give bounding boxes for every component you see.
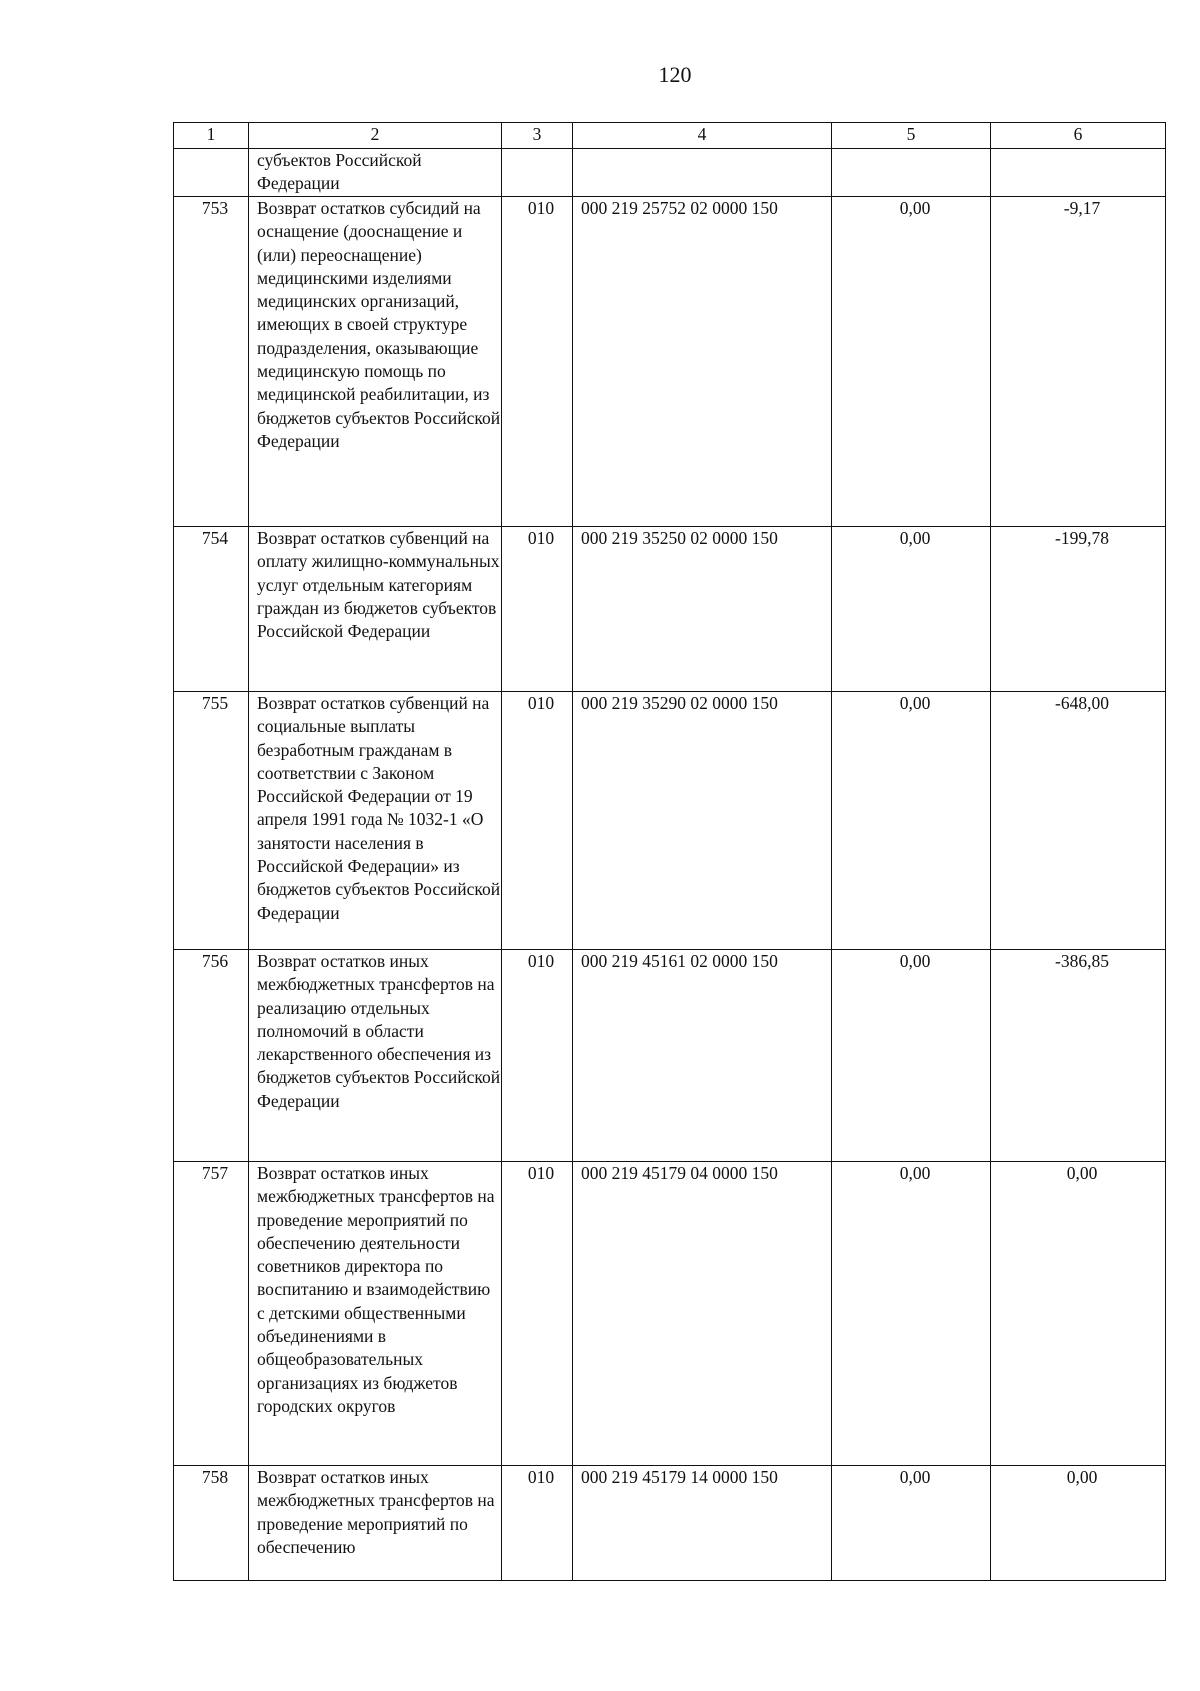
header-cell: 6 <box>991 123 1166 149</box>
cell-description: Возврат остатков иных межбюджетных трансфертов на проведение мероприятий по обеспечению <box>249 1466 502 1581</box>
cell-col5: 0,00 <box>832 1162 991 1466</box>
cell-num: 755 <box>174 692 249 950</box>
cell-col6: -9,17 <box>991 197 1166 527</box>
table-row <box>174 692 1166 950</box>
header-cell: 3 <box>502 123 573 149</box>
cell-num: 758 <box>174 1466 249 1581</box>
cell-num: 757 <box>174 1162 249 1466</box>
cell-description: Возврат остатков субсидий на оснащение (дооснащение и (или) переоснащение) медицинскими изделиями медицинских организаций, имеющих в своей структуре подразделения, оказывающие медицинскую помощь по медицинской реабилитации, из бюджетов субъектов Российской Федерации <box>249 197 502 527</box>
cell-kbk: 000 219 45179 14 0000 150 <box>573 1466 832 1581</box>
continuation-row <box>174 149 1166 197</box>
cell-code <box>502 149 573 197</box>
cell-code: 010 <box>502 197 573 527</box>
table-row <box>174 197 1166 527</box>
cell-description: Возврат остатков иных межбюджетных трансфертов на проведение мероприятий по обеспечению деятельности советников директора по воспитанию и взаимодействию с детскими общественными объединениями в общеобразовательных организациях из бюджетов городских округов <box>249 1162 502 1466</box>
cell-kbk <box>573 149 832 197</box>
cell-num: 754 <box>174 527 249 692</box>
cell-code: 010 <box>502 1162 573 1466</box>
table-row <box>174 1162 1166 1466</box>
header-cell: 2 <box>249 123 502 149</box>
cell-col6: 0,00 <box>991 1162 1166 1466</box>
cell-kbk: 000 219 45161 02 0000 150 <box>573 950 832 1162</box>
page-number: 120 <box>658 62 692 87</box>
cell-kbk: 000 219 25752 02 0000 150 <box>573 197 832 527</box>
cell-col5: 0,00 <box>832 950 991 1162</box>
cell-col6: -648,00 <box>991 692 1166 950</box>
cell-kbk: 000 219 35250 02 0000 150 <box>573 527 832 692</box>
cell-num: 753 <box>174 197 249 527</box>
header-cell: 5 <box>832 123 991 149</box>
cell-code: 010 <box>502 527 573 692</box>
cell-col5: 0,00 <box>832 197 991 527</box>
cell-description: Возврат остатков субвенций на оплату жилищно-коммунальных услуг отдельным категориям граждан из бюджетов субъектов Российской Федерации <box>249 527 502 692</box>
cell-description: субъектов Российской Федерации <box>249 149 502 197</box>
cell-col5: 0,00 <box>832 1466 991 1581</box>
table-row <box>174 527 1166 692</box>
cell-code: 010 <box>502 692 573 950</box>
cell-description: Возврат остатков иных межбюджетных трансфертов на реализацию отдельных полномочий в области лекарственного обеспечения из бюджетов субъектов Российской Федерации <box>249 950 502 1162</box>
budget-table <box>173 122 1166 1581</box>
cell-kbk: 000 219 45179 04 0000 150 <box>573 1162 832 1466</box>
cell-num: 756 <box>174 950 249 1162</box>
cell-description: Возврат остатков субвенций на социальные выплаты безработным гражданам в соответствии с Законом Российской Федерации от 19 апреля 1991 года № 1032-1 «О занятости населения в Российской Федерации» из бюджетов субъектов Российской Федерации <box>249 692 502 950</box>
cell-col5: 0,00 <box>832 527 991 692</box>
header-cell: 4 <box>573 123 832 149</box>
cell-num <box>174 149 249 197</box>
header-row <box>174 123 1166 149</box>
table-row <box>174 1466 1166 1581</box>
cell-col6: -199,78 <box>991 527 1166 692</box>
cell-col5 <box>832 149 991 197</box>
table-row <box>174 950 1166 1162</box>
cell-col6: -386,85 <box>991 950 1166 1162</box>
cell-code: 010 <box>502 1466 573 1581</box>
cell-kbk: 000 219 35290 02 0000 150 <box>573 692 832 950</box>
cell-col6: 0,00 <box>991 1466 1166 1581</box>
header-cell: 1 <box>174 123 249 149</box>
cell-col6 <box>991 149 1166 197</box>
cell-col5: 0,00 <box>832 692 991 950</box>
cell-code: 010 <box>502 950 573 1162</box>
